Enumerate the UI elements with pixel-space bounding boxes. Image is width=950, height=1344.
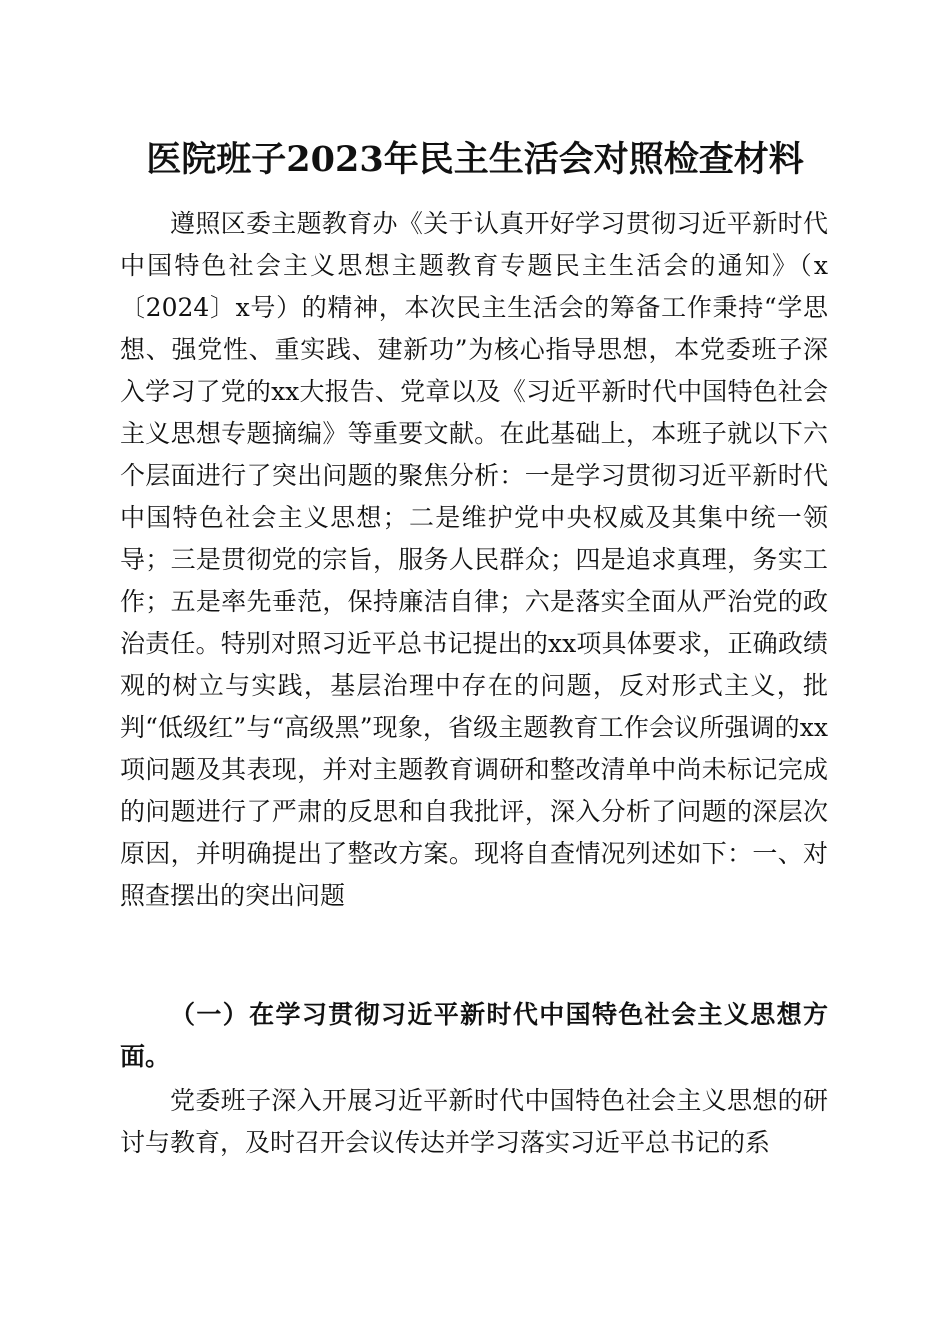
section-paragraph: 党委班子深入开展习近平新时代中国特色社会主义思想的研讨与教育，及时召开会议传达并学习落实习近平总书记的系 [120,1086,828,1157]
intro-paragraph: 遵照区委主题教育办《关于认真开好学习贯彻习近平新时代中国特色社会主义思想主题教育专题民主生活会的通知》（x〔2024〕x号）的精神，本次民主生活会的筹备工作秉持“学思想、强党性、重实践、建新功”为核心指导思想，本党委班子深入学习了党的xx大报告、党章以及《习近平新时代中国特色社会主义思想专题摘编》等重要文献。在此基础上，本班子就以下六个层面进行了突出问题的聚焦分析：一是学习贯彻习近平新时代中国特色社会主义思想；二是维护党中央权威及其集中统一领导；三是贯彻党的宗旨，服务人民群众；四是追求真理，务实工作；五是率先垂范，保持廉洁自律；六是落实全面从严治党的政治责任。特别对照习近平总书记提出的xx项具体要求，正确政绩观的树立与实践，基层治理中存在的问题，反对形式主义，批判“低级红”与“高级黑”现象，省级主题教育工作会议所强调的xx项问题及其表现，并对主题教育调研和整改清单中尚未标记完成的问题进行了严肃的反思和自我批评，深入分析了问题的深层次原因，并明确提出了整改方案。现将自查情况列述如下：一、对照查摆出的突出问题 [120,209,828,910]
document-title: 医院班子2023年民主生活会对照检查材料 [146,139,804,180]
section-heading: （一）在学习贯彻习近平新时代中国特色社会主义思想方面。 [120,1000,828,1071]
